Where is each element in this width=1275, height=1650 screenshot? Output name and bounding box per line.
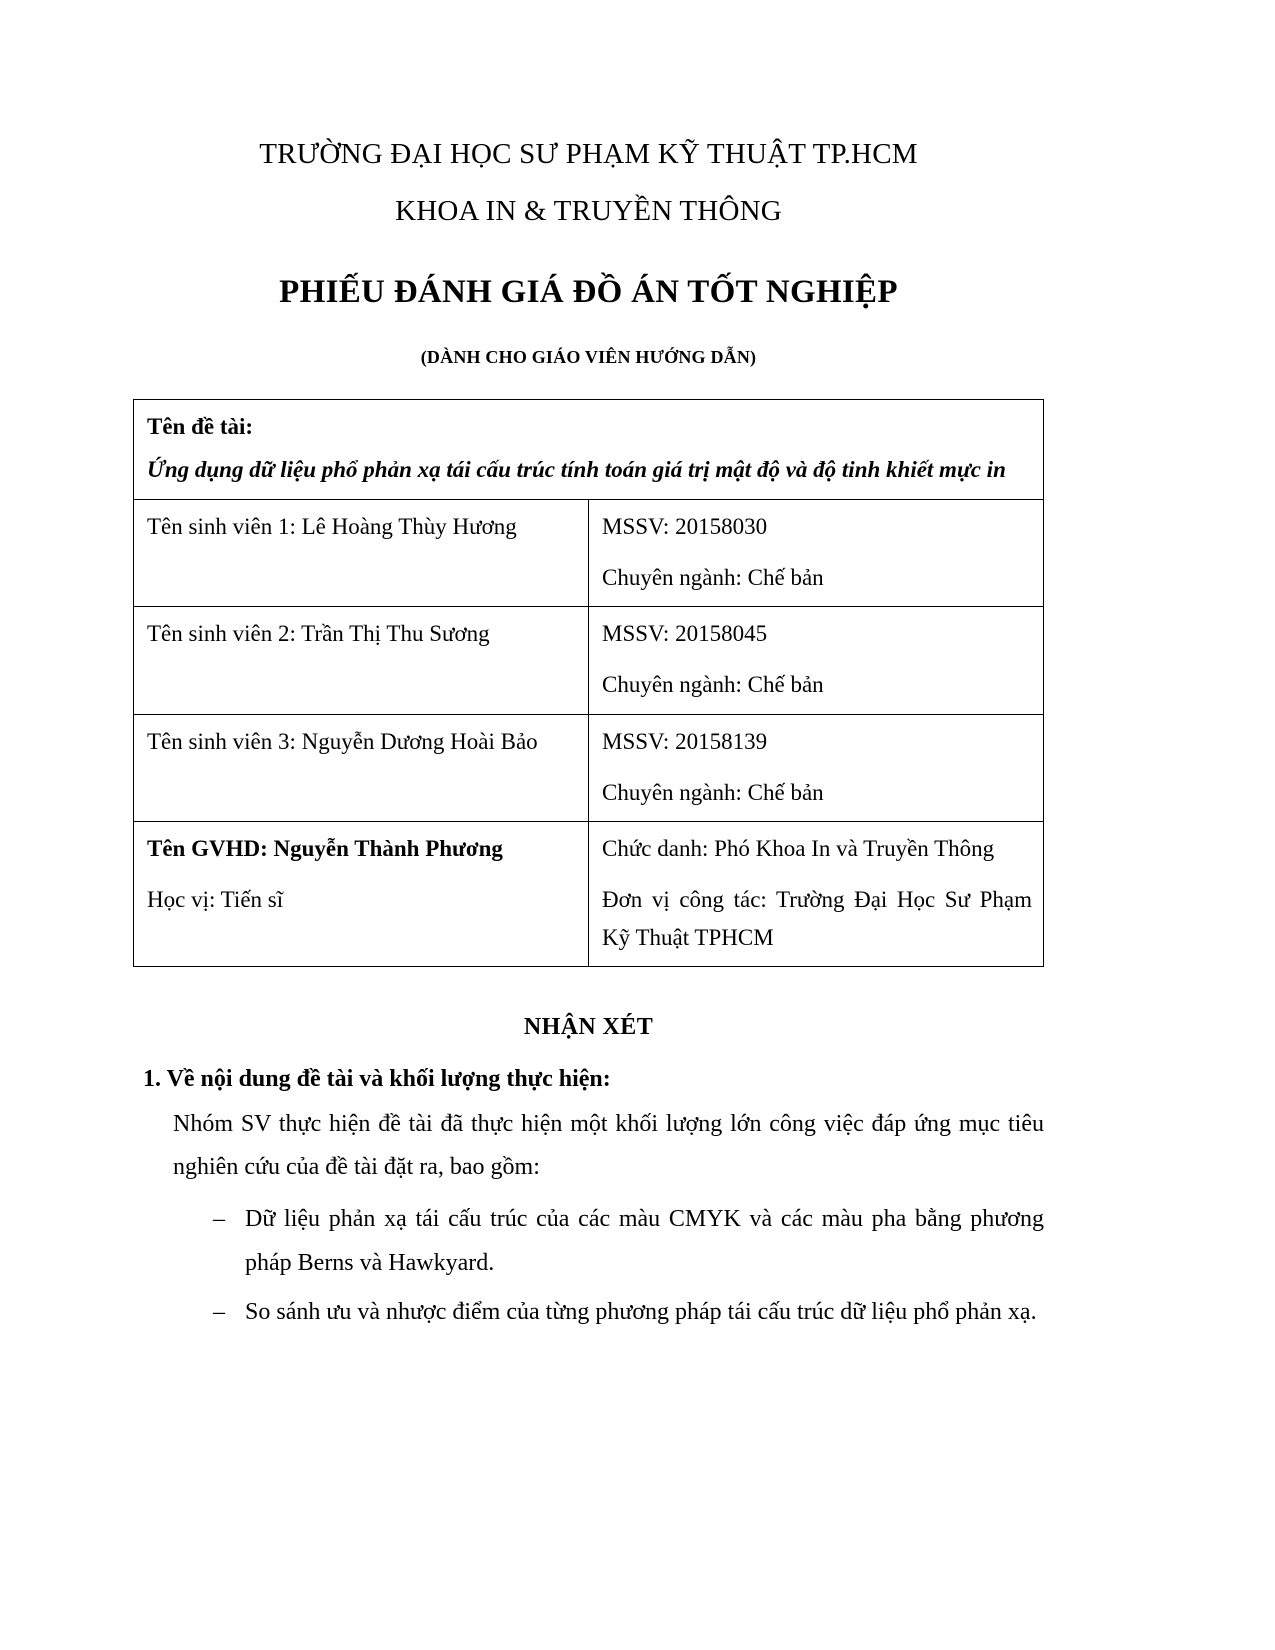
topic-value: Ứng dụng dữ liệu phổ phản xạ tái cấu trúc tính toán giá trị mật độ và độ tinh khiết mực in bbox=[147, 457, 1006, 483]
table-row-topic bbox=[134, 400, 1044, 500]
review-bullet-list bbox=[133, 1198, 1044, 1335]
table-row bbox=[134, 607, 1044, 715]
advisor-position: Chức danh: Phó Khoa In và Truyền Thông bbox=[602, 836, 995, 861]
student-1-major: Chuyên ngành: Chế bản bbox=[602, 564, 824, 590]
list-item-text: Dữ liệu phản xạ tái cấu trúc của các màu CMYK và các màu pha bằng phương pháp Berns và Hawkyard. bbox=[245, 1206, 1044, 1276]
student-1-mssv: MSSV: 20158030 bbox=[602, 513, 768, 539]
student-2-mssv: MSSV: 20158045 bbox=[602, 621, 768, 646]
dash-bullet-icon: – bbox=[213, 1299, 225, 1326]
student-2-name-cell: Tên sinh viên 2: Trần Thị Thu Sương bbox=[134, 607, 589, 715]
student-1-detail-cell bbox=[589, 499, 1044, 607]
page-title: PHIẾU ĐÁNH GIÁ ĐỒ ÁN TỐT NGHIỆP bbox=[279, 274, 898, 310]
table-row bbox=[134, 714, 1044, 822]
project-info-table bbox=[133, 399, 1044, 967]
advisor-name-cell bbox=[134, 822, 589, 967]
page-subtitle: (DÀNH CHO GIÁO VIÊN HƯỚNG DẪN) bbox=[420, 347, 757, 367]
student-3-major: Chuyên ngành: Chế bản bbox=[602, 779, 824, 805]
table-row-advisor bbox=[134, 822, 1044, 967]
student-2-detail-cell bbox=[589, 607, 1044, 715]
topic-label: Tên đề tài: bbox=[147, 414, 254, 439]
student-3-detail-cell bbox=[589, 714, 1044, 822]
list-item-text: So sánh ưu và nhược điểm của từng phương pháp tái cấu trúc dữ liệu phổ phản xạ. bbox=[245, 1299, 1037, 1326]
student-3-name-cell: Tên sinh viên 3: Nguyễn Dương Hoài Bảo bbox=[134, 714, 589, 822]
topic-cell bbox=[134, 400, 1044, 500]
student-1-name-cell: Tên sinh viên 1: Lê Hoàng Thùy Hương bbox=[134, 499, 589, 607]
advisor-workplace: Đơn vị công tác: Trường Đại Học Sư Phạm Kỹ Thuật TPHCM bbox=[602, 887, 1032, 950]
university-name: TRƯỜNG ĐẠI HỌC SƯ PHẠM KỸ THUẬT TP.HCM bbox=[259, 138, 918, 170]
advisor-degree: Học vị: Tiến sĩ bbox=[147, 887, 284, 913]
advisor-detail-cell bbox=[589, 822, 1044, 967]
list-item bbox=[133, 1291, 1044, 1335]
review-item-1-paragraph: Nhóm SV thực hiện đề tài đã thực hiện một khối lượng lớn công việc đáp ứng mục tiêu nghiên cứu của đề tài đặt ra, bao gồm: bbox=[173, 1110, 1044, 1181]
list-item bbox=[133, 1198, 1044, 1285]
dash-bullet-icon: – bbox=[213, 1206, 225, 1233]
page-content bbox=[133, 0, 1044, 1335]
student-3-mssv: MSSV: 20158139 bbox=[602, 728, 768, 754]
faculty-name: KHOA IN & TRUYỀN THÔNG bbox=[395, 195, 782, 227]
review-item-1-heading: 1. Về nội dung đề tài và khối lượng thực hiện: bbox=[143, 1065, 611, 1092]
table-row bbox=[134, 499, 1044, 607]
student-2-major: Chuyên ngành: Chế bản bbox=[602, 672, 824, 698]
review-section-title: NHẬN XÉT bbox=[523, 1013, 654, 1040]
advisor-name: Tên GVHD: Nguyễn Thành Phương bbox=[147, 836, 503, 861]
